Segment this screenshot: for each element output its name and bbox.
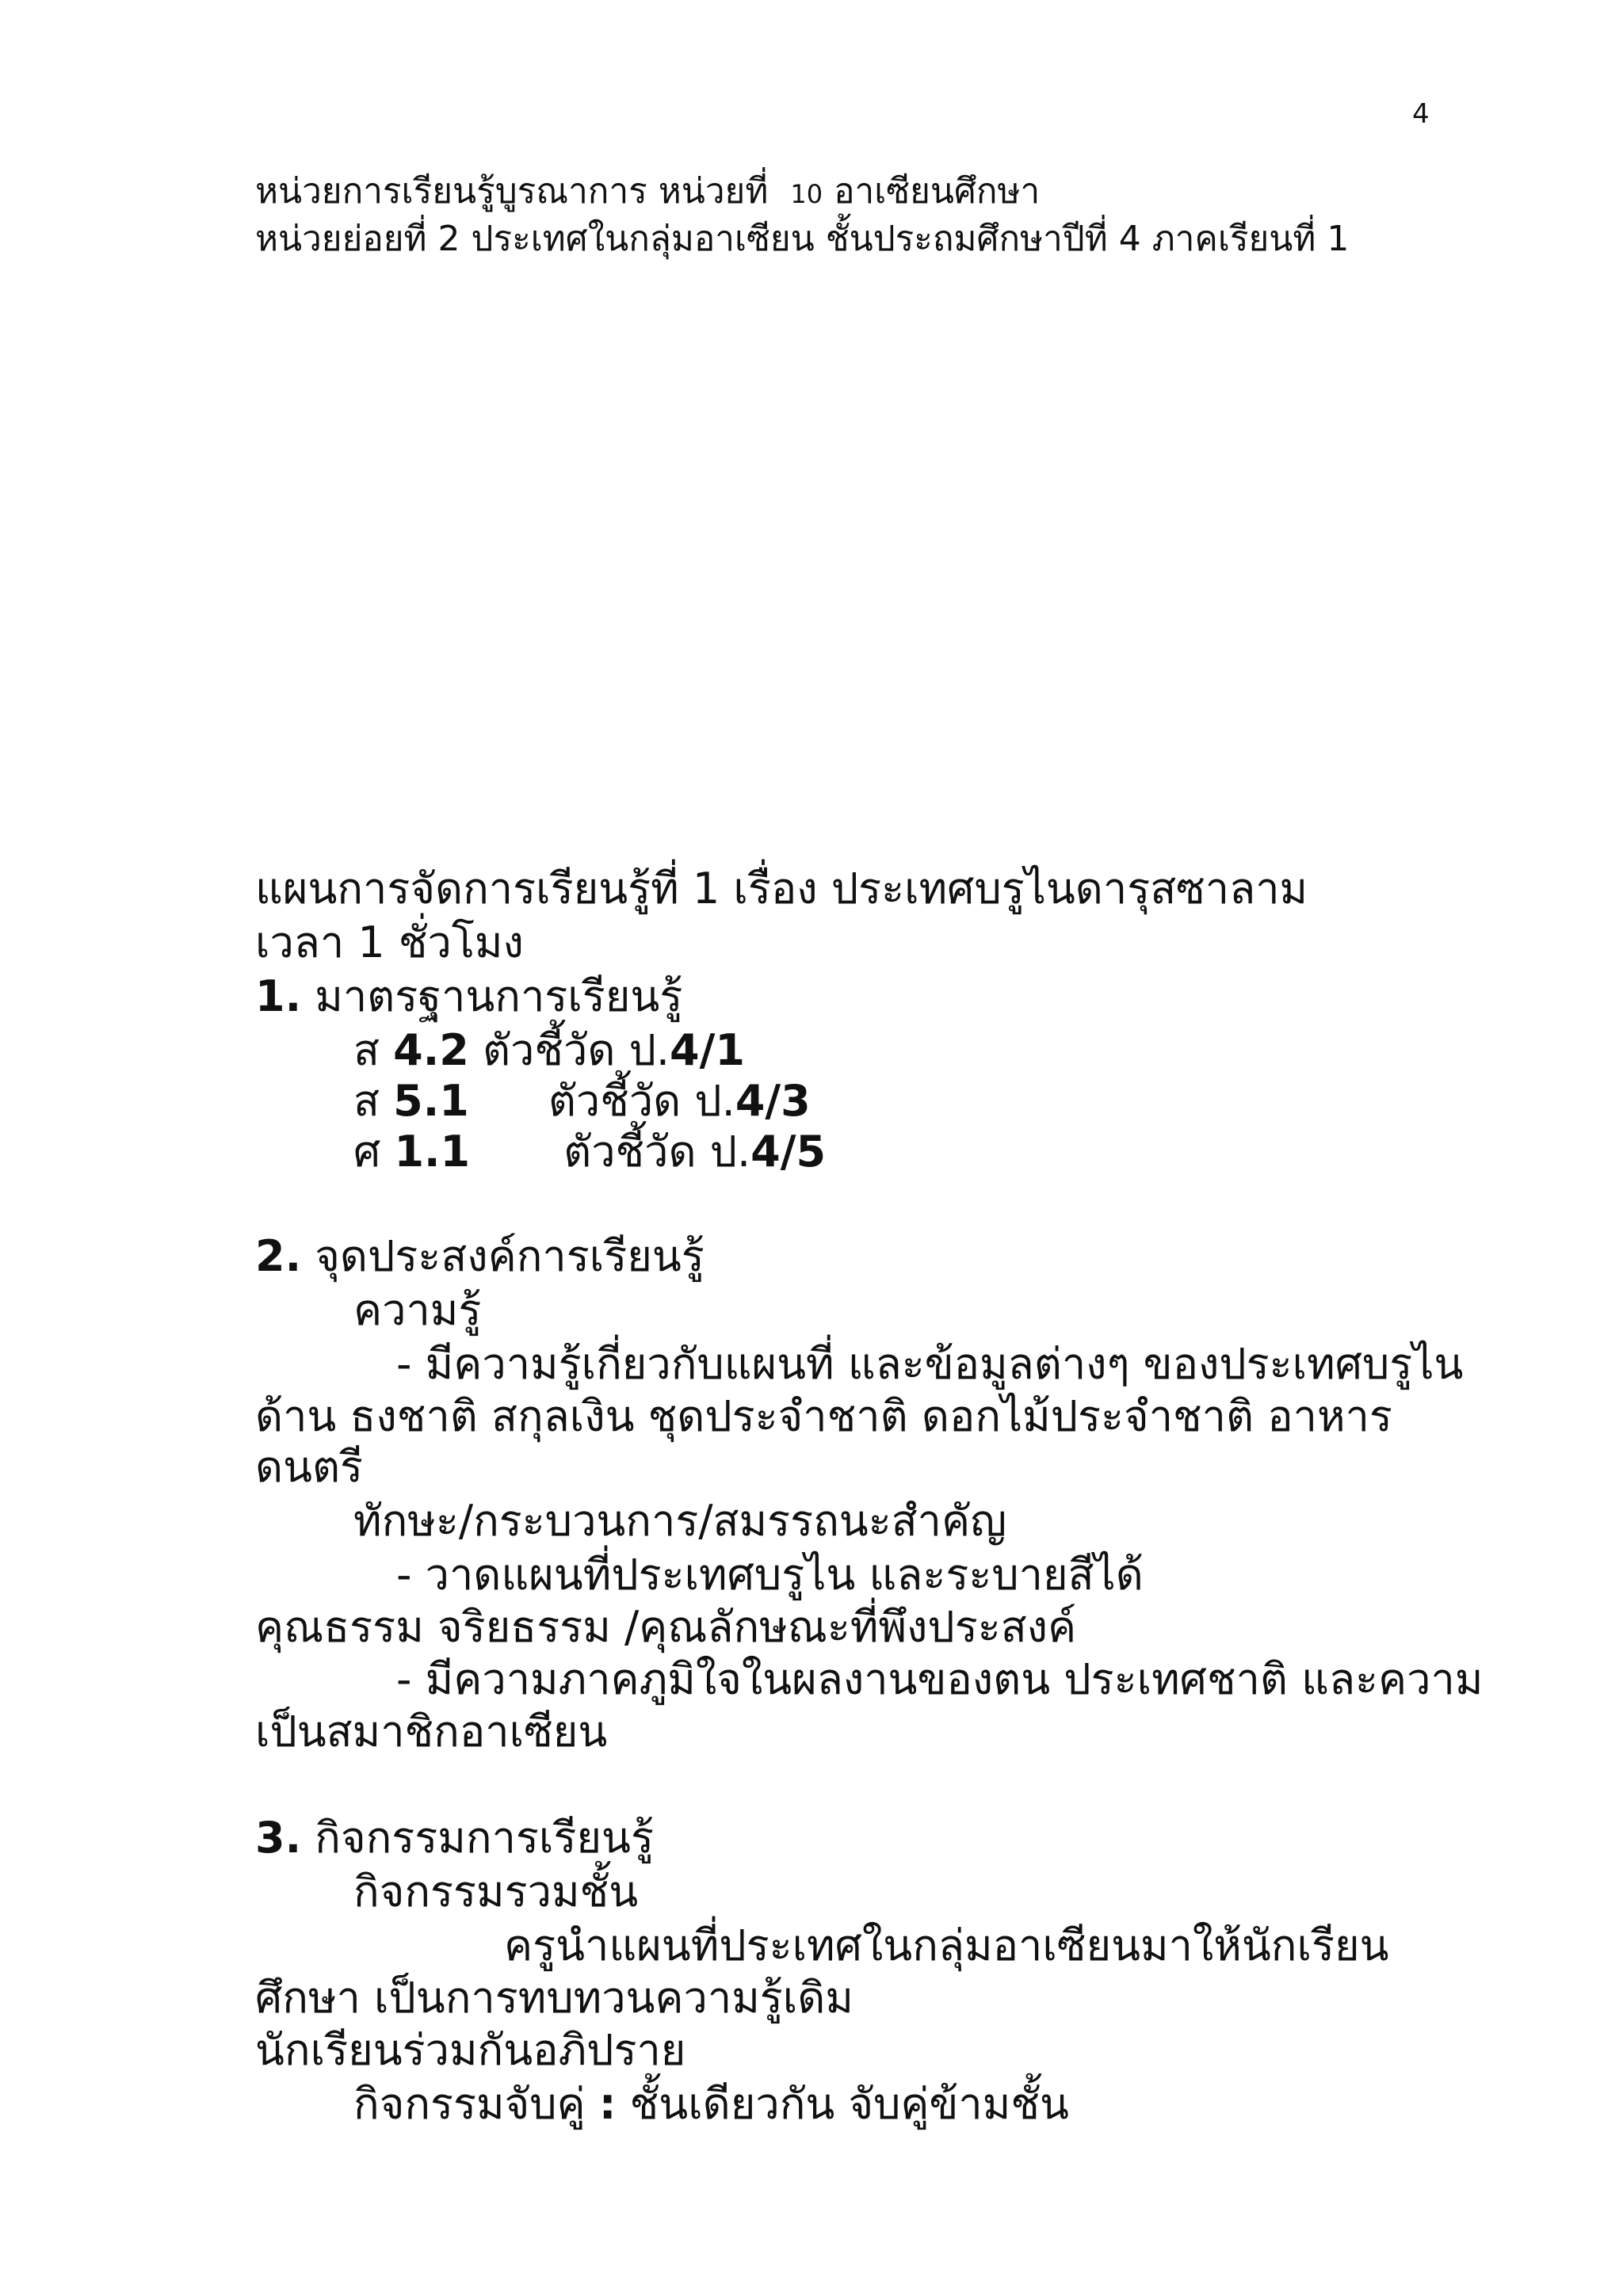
section-2-number: 2.	[255, 1231, 302, 1281]
pair-activity-text: ชั้นเดียวกัน จับคู่ข้ามชั้น	[629, 2079, 1069, 2129]
pair-activity-title: กิจกรรมจับคู่	[353, 2079, 586, 2129]
standard-indicator: 4/1	[670, 1025, 745, 1075]
standard-row	[353, 1027, 745, 1074]
standard-prefix: ส	[353, 1076, 380, 1126]
class-activity-text-1: ครูนำแผนที่ประเทศในกลุ่มอาเซียนมาให้นักเรียน	[504, 1920, 1389, 1970]
ethics-text-1: - มีความภาคภูมิใจในผลงานของตน ประเทศชาติ และความ	[396, 1654, 1484, 1704]
standard-row	[353, 1077, 811, 1124]
section-1-title: มาตรฐานการเรียนรู้	[315, 971, 683, 1021]
knowledge-text-3: ดนตรี	[255, 1442, 364, 1492]
header-line-2: หน่วยย่อยที่ 2 ประเทศในกลุ่มอาเซียน ชั้นประถมศึกษาปีที่ 4 ภาคเรียนที่ 1	[255, 219, 1350, 259]
knowledge-text-1: - มีความรู้เกี่ยวกับแผนที่ และข้อมูลต่างๆ ของประเทศบรูไน	[396, 1339, 1464, 1389]
pair-activity-colon: :	[598, 2079, 617, 2129]
header-unit-title: อาเซียนศึกษา	[834, 171, 1041, 212]
standard-code: 4.2	[393, 1025, 469, 1075]
standard-code: 1.1	[394, 1127, 471, 1177]
plan-time: เวลา 1 ชั่วโมง	[255, 917, 524, 967]
ethics-text-2: เป็นสมาชิกอาเซียน	[255, 1707, 608, 1756]
plan-title: แผนการจัดการเรียนรู้ที่ 1 เรื่อง ประเทศบรูไนดารุสซาลาม	[255, 864, 1308, 913]
standard-label: ตัวชี้วัด ป.	[548, 1076, 735, 1126]
section-2-title: จุดประสงค์การเรียนรู้	[315, 1231, 705, 1281]
pair-activity	[353, 2081, 1069, 2127]
standard-prefix: ศ	[353, 1127, 381, 1177]
class-activity-text-2: ศึกษา เป็นการทบทวนความรู้เดิม	[255, 1973, 854, 2023]
standard-indicator: 4/3	[735, 1076, 811, 1126]
header-line-1	[255, 173, 1040, 211]
standard-label: ตัวชี้วัด ป.	[482, 1025, 670, 1075]
page-number: 4	[1412, 98, 1430, 130]
section-1-number: 1.	[255, 971, 302, 1021]
knowledge-title: ความรู้	[353, 1285, 482, 1335]
skills-title: ทักษะ/กระบวนการ/สมรรถนะสำคัญ	[353, 1496, 1007, 1546]
skills-text-1: - วาดแผนที่ประเทศบรูไน และระบายสีได้	[396, 1550, 1144, 1600]
section-2-heading	[255, 1233, 705, 1280]
ethics-title: คุณธรรม จริยธรรม /คุณลักษณะที่พึงประสงค์	[255, 1602, 1077, 1652]
standard-code: 5.1	[393, 1076, 469, 1126]
knowledge-text-2: ด้าน ธงชาติ สกุลเงิน ชุดประจำชาติ ดอกไม้ประจำชาติ อาหาร	[255, 1391, 1392, 1441]
section-3-number: 3.	[255, 1813, 302, 1863]
class-activity-title: กิจกรรมรวมชั้น	[353, 1867, 639, 1917]
standard-label: ตัวชี้วัด ป.	[563, 1127, 751, 1177]
section-1-heading	[255, 973, 682, 1020]
section-3-title: กิจกรรมการเรียนรู้	[315, 1813, 654, 1863]
standard-row	[353, 1128, 826, 1175]
standard-indicator: 4/5	[750, 1127, 827, 1177]
header-unit-label: หน่วยการเรียนรู้บูรณาการ หน่วยที่	[255, 171, 769, 212]
class-activity-text-3: นักเรียนร่วมกันอภิปราย	[255, 2025, 686, 2075]
header-unit-number: 10	[790, 179, 823, 209]
standard-prefix: ส	[353, 1025, 380, 1075]
section-3-heading	[255, 1814, 654, 1861]
